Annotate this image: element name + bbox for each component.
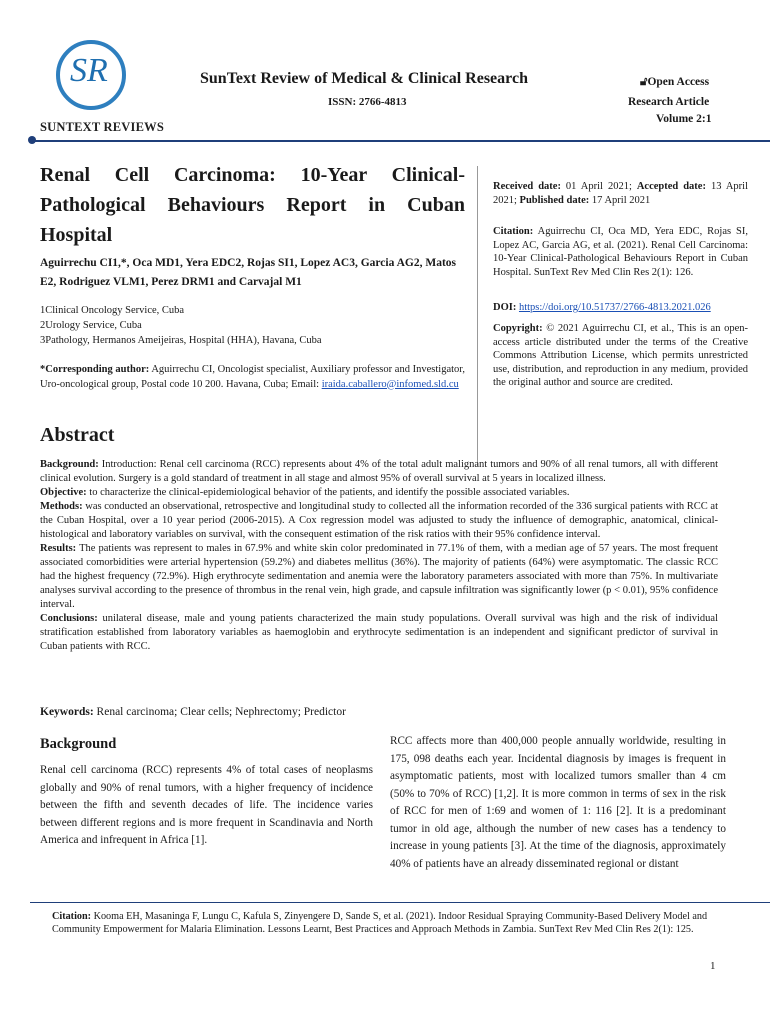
logo-letters: SR bbox=[70, 52, 108, 89]
abstract-label: Methods: bbox=[40, 501, 83, 512]
page-number: 1 bbox=[710, 960, 716, 972]
keywords-label: Keywords: bbox=[40, 706, 94, 718]
citation-label: Citation: bbox=[493, 226, 534, 237]
abstract-body bbox=[40, 458, 718, 654]
footer-citation bbox=[52, 911, 732, 936]
published-date: 17 April 2021 bbox=[591, 194, 651, 206]
corresponding-label: *Corresponding author: bbox=[40, 364, 150, 375]
affiliation: 3Pathology, Hermanos Ameijeiras, Hospital (HHA), Havana, Cuba bbox=[40, 335, 322, 346]
article-type: Research Article bbox=[628, 96, 710, 108]
open-access-label: 🔓︎Open Access bbox=[640, 76, 710, 88]
title-line: Hospital bbox=[40, 224, 113, 246]
abstract-text: unilateral disease, male and young patients characterized the main study populations. Overall survival was high and the risk of individual stratification established from laboratory variables as haemoglobin and erythrocyte sedimentation is an independent and significant predictor of survival in Cuban patients with RCC. bbox=[40, 613, 719, 652]
doi-link[interactable]: https://doi.org/10.51737/2766-4813.2021.026 bbox=[518, 302, 711, 313]
header-rule bbox=[30, 140, 770, 142]
email-link[interactable]: iraida.caballero@infomed.sld.cu bbox=[321, 378, 459, 390]
copyright-label: Copyright: bbox=[493, 323, 543, 334]
doi bbox=[493, 301, 748, 315]
open-access-icon: 🔓︎ bbox=[640, 76, 648, 88]
keywords-text: Renal carcinoma; Clear cells; Nephrectomy; Predictor bbox=[96, 706, 346, 718]
abstract-label: Results: bbox=[40, 543, 77, 554]
abstract-heading: Abstract bbox=[40, 424, 115, 446]
column-divider bbox=[477, 166, 478, 466]
abstract-text: The patients was represent to males in 67.9% and white skin color predominated in 77.1% of them, with a median age of 57 years. The most frequent associated comorbidities were arterial hypertension (59.2%) and diabetes mellitus (36%). The majority of patients (64%) were asymptomatic. The classic RCC had the highest frequency (72.9%). High erythrocyte sedimentation and anemia were the laboratory parameters associated with more than 75%. In multivariate analyses survival according to the presence of thrombus in the renal vein, high grade, and capsule infiltration was significantly lower (p < 0.01), 95% confidence interval. bbox=[40, 543, 718, 610]
title-line: Renal Cell Carcinoma: 10-Year Clinical- bbox=[40, 164, 465, 186]
corresponding-author bbox=[40, 363, 465, 392]
abstract-text: Introduction: Renal cell carcinoma (RCC) represents about 4% of the total adult malignant tumors and 90% of all renal tumors, all with different clinical evolution. Surgery is a gold standard of treatment in all stage and almost 95% of overall survival at 5 years in localized illness. bbox=[40, 459, 719, 484]
keywords bbox=[40, 706, 346, 718]
footer-citation-text: Kooma EH, Masaninga F, Lungu C, Kafula S, Zinyengere D, Sande S, et al. (2021). Indoor Residual Spraying Community-Based Delivery Model and Community Empowerment for Malaria Elimination. Lessons Learnt, Best Practices and Approach Methods in Zambia. SunText Rev Med Clin Res 2(1): 125. bbox=[52, 911, 708, 935]
citation-text: Aguirrechu CI, Oca MD, Yera EDC, Rojas SI, Lopez AC, Garcia AG, et al. (2021). Renal Cell Carcinoma: 10-Year Clinical-Pathological Behaviours Report in Cuban Hospital. SunText Rev Med Clin Res 2(1): 126. bbox=[493, 226, 748, 278]
corresponding-text: Aguirrechu CI, Oncologist specialist, Auxiliary professor and Investigator, Uro-oncological group, Postal code 10 200. Havana, Cuba; Email: bbox=[40, 364, 465, 390]
dates bbox=[493, 180, 748, 207]
journal-title: SunText Review of Medical & Clinical Research bbox=[200, 70, 528, 87]
received-label: Received date: bbox=[493, 181, 561, 192]
abstract-text: was conducted an observational, retrospective and longitudinal study to collected all the information recorded of the 336 surgical patients with RCC at the Cuban Hospital, over a 10 year period (2006-2015). A Cox regression model was adjusted to study the influence of demographic, anatomical, clinical-histological and laboratory variables on survival, with the consequent estimation of the risk ratios with their 95% confidence interval. bbox=[40, 501, 718, 540]
abstract-label: Objective: bbox=[40, 487, 87, 498]
abstract-label: Background: bbox=[40, 459, 99, 470]
body-column-left: Renal cell carcinoma (RCC) represents 4% of total cases of neoplasms globally and 90% of renal tumors, with a higher frequency of incidence between the fifth and seventh decades of life. The incidence varies between different regions and is more frequent in Scandinavia and North America and infrequent in Africa [1]. bbox=[40, 764, 373, 846]
doi-label: DOI: bbox=[493, 302, 517, 313]
copyright-text: © 2021 Aguirrechu CI, et al., This is an open-access article distributed under the terms of the Creative Commons Attribution License, which permits unrestricted use, distribution, and reproduction in any medium, provided the original author and source are credited. bbox=[493, 323, 748, 388]
title-line: Pathological Behaviours Report in Cuban bbox=[40, 194, 465, 216]
accepted-date: 13 April 2021; bbox=[493, 181, 748, 206]
abstract-text: to characterize the clinical-epidemiological behavior of the patients, and identify the possible associated variables. bbox=[89, 487, 570, 498]
article-title bbox=[40, 160, 465, 250]
affiliation: 1Clinical Oncology Service, Cuba bbox=[40, 305, 185, 316]
footer-citation-label: Citation: bbox=[52, 911, 92, 922]
brand-name: SUNTEXT REVIEWS bbox=[40, 120, 164, 134]
section-heading: Background bbox=[40, 736, 117, 752]
issn: ISSN: 2766-4813 bbox=[328, 96, 407, 108]
received-date: 01 April 2021; bbox=[565, 181, 632, 192]
affiliations bbox=[40, 303, 465, 348]
body-column-right: RCC affects more than 400,000 people annually worldwide, resulting in 175, 098 deaths each year. Incidental diagnosis by images is frequent in asymptomatic patients, most with localized tumors smaller than 4 cm (50% to 70% of RCC) [1,2]. It is more common in terms of sex in the risk of RCC for men of 1:69 and women of 1: 116 [2]. It is a predominant tumor in old age, although the number of new cases has a tendency to increase in young patients [3]. At the time of the diagnosis, approximately 40% of patients have an already disseminated regional or distant bbox=[390, 735, 726, 870]
citation-box bbox=[493, 225, 748, 279]
accepted-label: Accepted date: bbox=[636, 181, 706, 192]
abstract-label: Conclusions: bbox=[40, 613, 98, 624]
published-label: Published date: bbox=[519, 194, 590, 206]
footer-rule bbox=[30, 902, 770, 903]
author-list: Aguirrechu CI1,*, Oca MD1, Yera EDC2, Rojas SI1, Lopez AC3, Garcia AG2, Matos E2, Rodriguez VLM1, Perez DRM1 and Carvajal M1 bbox=[40, 257, 456, 288]
volume: Volume 2:1 bbox=[656, 113, 712, 125]
copyright bbox=[493, 322, 748, 390]
affiliation: 2Urology Service, Cuba bbox=[40, 320, 142, 331]
